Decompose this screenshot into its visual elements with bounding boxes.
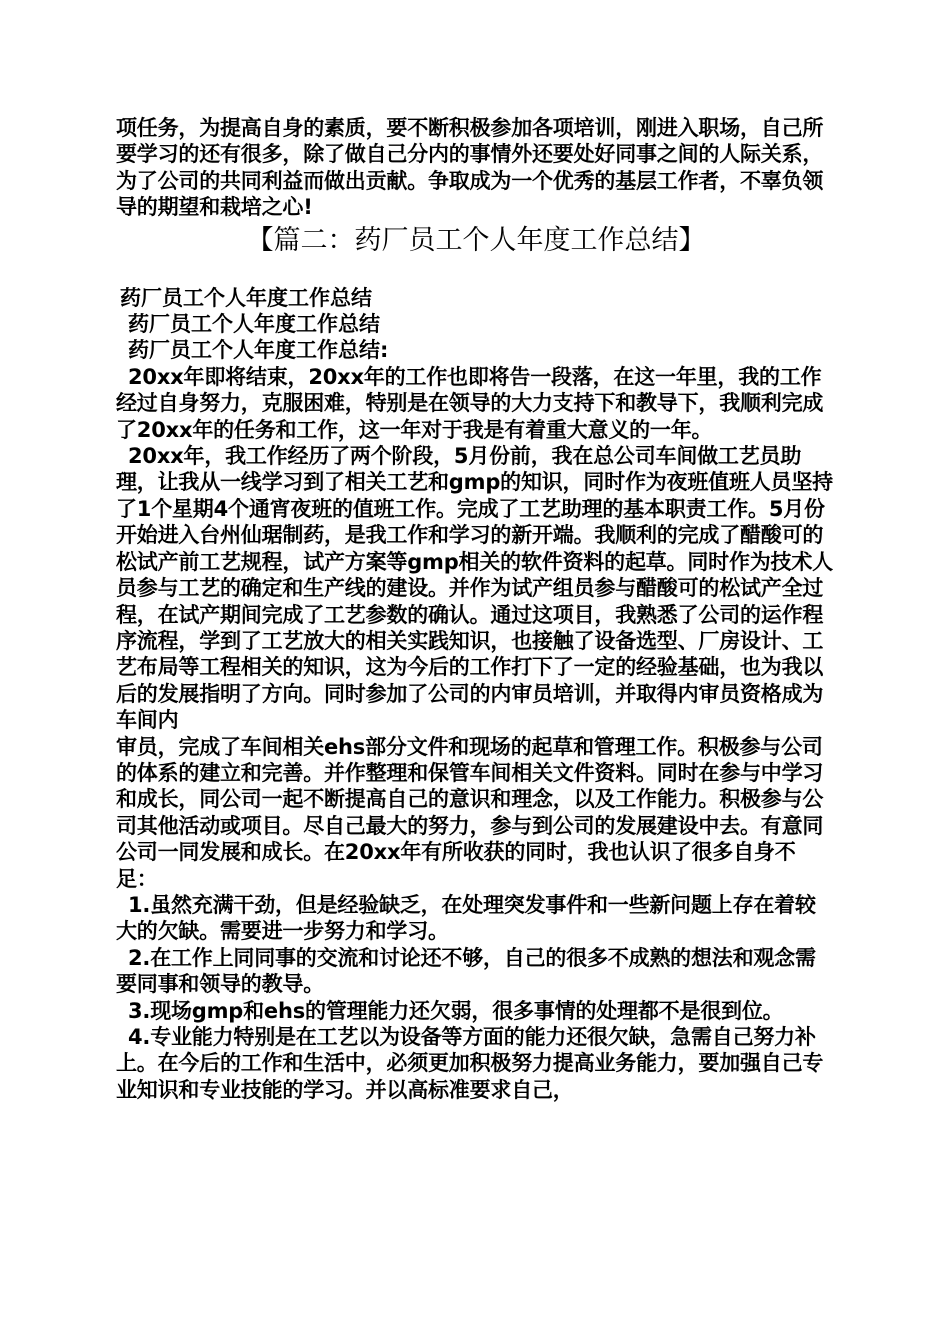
paragraph-auditor: 审员，完成了车间相关ehs部分文件和现场的起草和管理工作。积极参与公司的体系的建立和完善。并作整理和保管车间相关文件资料。同时在参与中学习和成长，同公司一起不断提高自己的意识和理念，以及工作能力。积极参与公司其他活动或项目。尽自己最大的努力，参与到公司的发展建设中去。有意同公司一同发展和成长。在20xx年有所收获的同时，我也认识了很多自身不足： bbox=[116, 734, 824, 891]
document-body bbox=[116, 115, 836, 1103]
intro-paragraph: 项任务，为提高自身的素质，要不断积极参加各项培训，刚进入职场，自己所要学习的还有很多，除了做自己分内的事情外还要处好同事之间的人际关系，为了公司的共同利益而做出贡献。争取成为一个优秀的基层工作者，不辜负领导的期望和栽培之心! bbox=[116, 116, 824, 220]
shortcoming-item-1: 1.虽然充满干劲，但是经验缺乏，在处理突发事件和一些新问题上存在着较大的欠缺。需要进一步努力和学习。 bbox=[116, 892, 816, 944]
subtitle-3: 药厂员工个人年度工作总结: bbox=[128, 338, 389, 363]
section-heading: 【篇二：药厂员工个人年度工作总结】 bbox=[246, 224, 706, 256]
paragraph-work-stages: 20xx年，我工作经历了两个阶段，5月份前，我在总公司车间做工艺员助理，让我从一线学习到了相关工艺和gmp的知识，同时作为夜班值班人员坚持了1个星期4个通宵夜班的值班工作。完成了工艺助理的基本职责工作。5月份开始进入台州仙琚制药，是我工作和学习的新开端。我顺利的完成了醋酸可的松试产前工艺规程，试产方案等gmp相关的软件资料的起草。同时作为技术人员参与工艺的确定和生产线的建设。并作为试产组员参与醋酸可的松试产全过程，在试产期间完成了工艺参数的确认。通过这项目，我熟悉了公司的运作程序流程，学到了工艺放大的相关实践知识，也接触了设备选型、厂房设计、工艺布局等工程相关的知识，这为今后的工作打下了一定的经验基础，也为我以后的发展指明了方向。同时参加了公司的内审员培训，并取得内审员资格成为车间内 bbox=[116, 444, 833, 733]
shortcoming-item-4: 4.专业能力特别是在工艺以为设备等方面的能力还很欠缺，急需自己努力补上。在今后的工作和生活中，必须更加积极努力提高业务能力，要加强自己专业知识和专业技能的学习。并以高标准要求自己， bbox=[116, 1025, 824, 1102]
shortcoming-item-2: 2.在工作上同同事的交流和讨论还不够，自己的很多不成熟的想法和观念需要同事和领导的教导。 bbox=[116, 945, 816, 997]
subtitle-2: 药厂员工个人年度工作总结 bbox=[128, 312, 380, 337]
paragraph-summary: 20xx年即将结束，20xx年的工作也即将告一段落，在这一年里，我的工作经过自身努力，克服困难，特别是在领导的大力支持下和教导下，我顺利完成了20xx年的任务和工作，这一年对于我是有着重大意义的一年。 bbox=[116, 364, 824, 442]
shortcoming-item-3: 3.现场gmp和ehs的管理能力还欠弱，很多事情的处理都不是很到位。 bbox=[128, 998, 784, 1023]
subtitle-1: 药厂员工个人年度工作总结 bbox=[120, 285, 372, 310]
